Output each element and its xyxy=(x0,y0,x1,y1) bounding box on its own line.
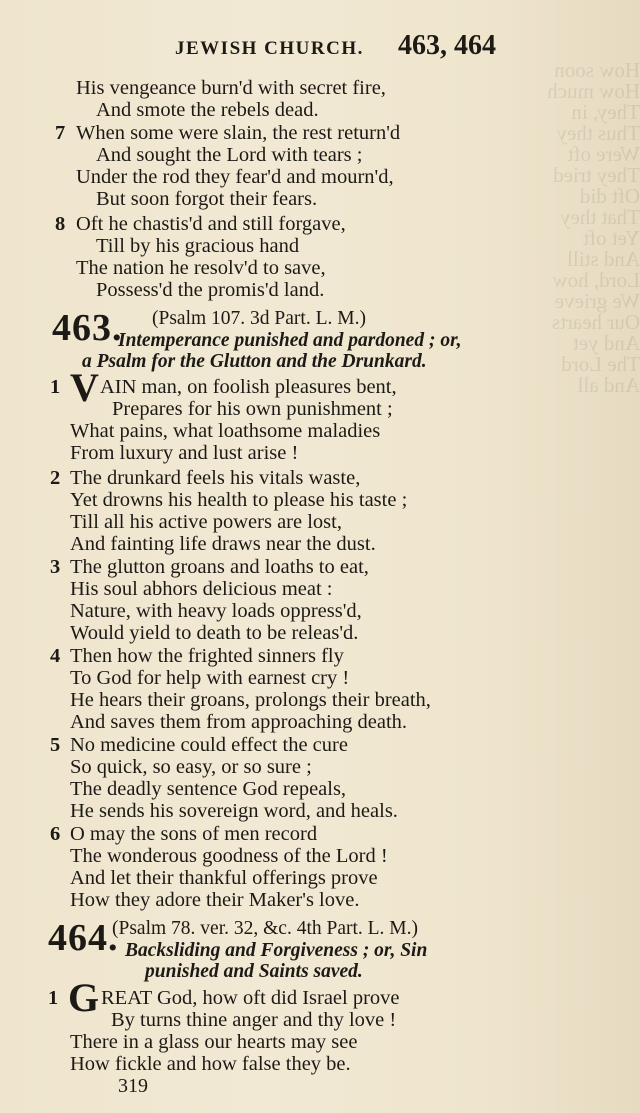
verse-number: 8 xyxy=(55,213,66,235)
hymn-title: Backsliding and Forgiveness ; or, Sin xyxy=(125,940,428,961)
verse-number: 1 xyxy=(50,376,61,398)
verse-line: And saves them from approaching death. xyxy=(70,711,408,733)
verse-line: His soul abhors delicious meat : xyxy=(70,578,333,600)
verse-line: Prepares for his own punishment ; xyxy=(112,398,393,420)
verse-line: What pains, what loathsome maladies xyxy=(70,420,381,442)
page-folio: 319 xyxy=(118,1075,148,1097)
hymn-title: Intemperance punished and pardoned ; or, xyxy=(118,330,462,351)
verse-line: Nature, with heavy loads oppress'd, xyxy=(70,600,362,622)
drop-cap: V xyxy=(70,365,99,410)
hymn-title: a Psalm for the Glutton and the Drunkard. xyxy=(82,351,427,372)
verse-number: 5 xyxy=(50,734,61,756)
verse-line: Oft he chastis'd and still forgave, xyxy=(76,213,346,235)
verse-number: 3 xyxy=(50,556,61,578)
hymn-number: 463. xyxy=(52,307,123,349)
verse-line: Yet drowns his health to please his taste ; xyxy=(70,489,408,511)
verse-line: And let their thankful offerings prove xyxy=(70,867,378,889)
verse-line: Then how the frighted sinners fly xyxy=(70,645,344,667)
verse-line: When some were slain, the rest return'd xyxy=(76,122,401,144)
verse-number: 1 xyxy=(48,987,59,1009)
running-head: JEWISH CHURCH. xyxy=(175,38,364,59)
psalm-reference: (Psalm 107. 3d Part. L. M.) xyxy=(152,308,366,329)
verse-line: And fainting life draws near the dust. xyxy=(70,533,376,555)
verse-line: Under the rod they fear'd and mourn'd, xyxy=(76,166,394,188)
verse-number: 4 xyxy=(50,645,61,667)
psalm-reference: (Psalm 78. ver. 32, &c. 4th Part. L. M.) xyxy=(112,918,419,939)
verse-line: The glutton groans and loaths to eat, xyxy=(70,556,369,578)
drop-cap: G xyxy=(68,975,100,1020)
bleed-through-texture: How soon How much They, in Thus they Were oft They tried Oft did That they Yet oft And still Lord, how We grieve Our hearts And yet The Lord And all xyxy=(547,60,640,397)
verse-line: And sought the Lord with tears ; xyxy=(96,144,363,166)
verse-number: 7 xyxy=(55,122,66,144)
verse-line: By turns thine anger and thy love ! xyxy=(111,1009,397,1031)
verse-line: Would yield to death to be releas'd. xyxy=(70,622,359,644)
verse-line: There in a glass our hearts may see xyxy=(70,1031,358,1053)
verse-line: Possess'd the promis'd land. xyxy=(96,279,325,301)
verse-line: How they adore their Maker's love. xyxy=(70,889,360,911)
verse-line: O may the sons of men record xyxy=(70,823,318,845)
verse-line: He sends his sovereign word, and heals. xyxy=(70,800,398,822)
verse-line: But soon forgot their fears. xyxy=(96,188,318,210)
verse-line: To God for help with earnest cry ! xyxy=(70,667,350,689)
verse-line: Till by his gracious hand xyxy=(96,235,300,257)
verse-line: No medicine could effect the cure xyxy=(70,734,348,756)
page-numbers: 463, 464 xyxy=(398,30,496,61)
hymn-number: 464. xyxy=(48,917,119,959)
verse-line: The wonderous goodness of the Lord ! xyxy=(70,845,388,867)
verse-line: So quick, so easy, or so sure ; xyxy=(70,756,312,778)
verse-line: Till all his active powers are lost, xyxy=(70,511,342,533)
verse-line: How fickle and how false they be. xyxy=(70,1053,351,1075)
verse-line: The deadly sentence God repeals, xyxy=(70,778,347,800)
verse-line: The nation he resolv'd to save, xyxy=(76,257,326,279)
verse-line: AIN man, on foolish pleasures bent, xyxy=(100,376,397,398)
verse-number: 6 xyxy=(50,823,61,845)
verse-line: And smote the rebels dead. xyxy=(96,99,319,121)
verse-line: The drunkard feels his vitals waste, xyxy=(70,467,361,489)
verse-line: From luxury and lust arise ! xyxy=(70,442,299,464)
verse-number: 2 xyxy=(50,467,61,489)
verse-line: REAT God, how oft did Israel prove xyxy=(101,987,400,1009)
hymn-title: punished and Saints saved. xyxy=(145,961,363,982)
verse-line: He hears their groans, prolongs their breath, xyxy=(70,689,431,711)
verse-line: His vengeance burn'd with secret fire, xyxy=(76,77,386,99)
